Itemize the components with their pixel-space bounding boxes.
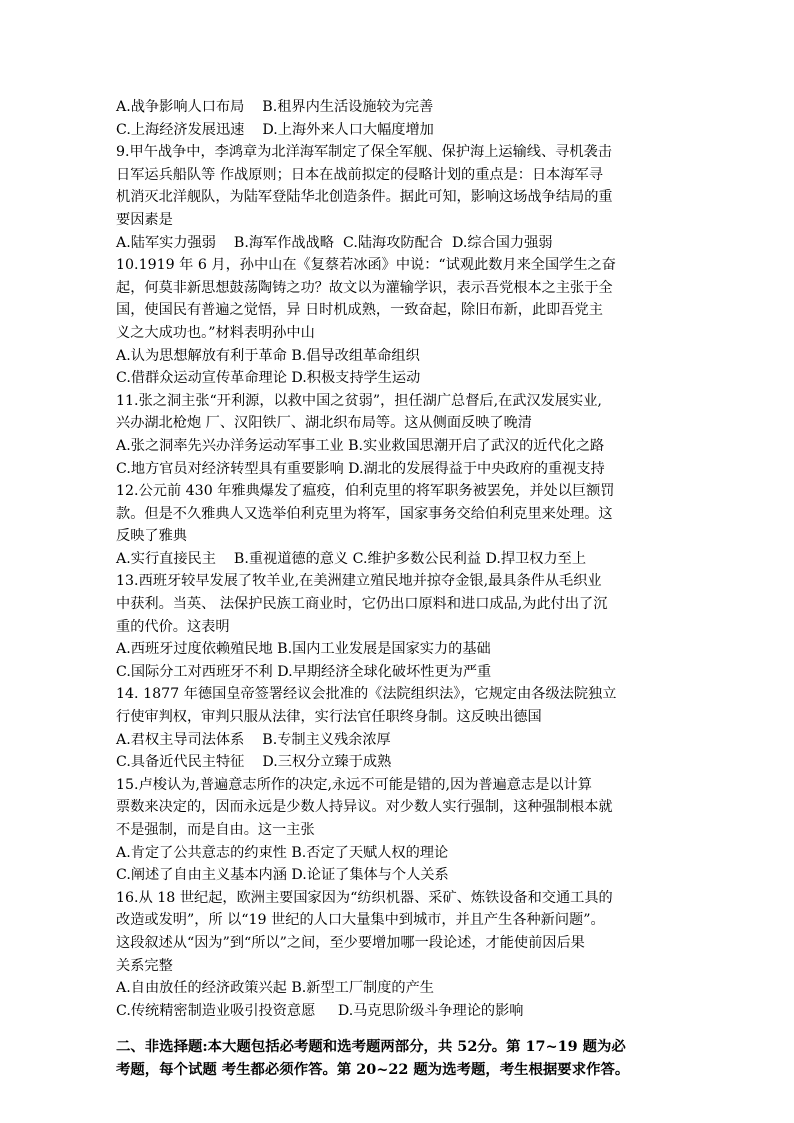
text-line: A.张之洞率先兴办洋务运动军事工业 B.实业救国思潮开启了武汉的近代化之路 [116, 437, 605, 454]
text-line: 起，何莫非新思想鼓荡陶铸之功？故文以为灌输学识，表示吾党根本之主张于全 [116, 279, 613, 296]
text-line: 反映了雅典 [116, 528, 187, 545]
text-line: 关系完整 [116, 957, 173, 974]
text-line: 机消灭北洋舰队，为陆军登陆华北创造条件。据此可知，影响这场战争结局的重 [116, 189, 613, 206]
text-line: 12.公元前 430 年雅典爆发了瘟疫，伯利克里的将军职务被罢免，并处以巨额罚 [116, 483, 615, 500]
text-line: 款。但是不久雅典人又选举伯利克里为将军，国家事务交给伯利克里来处理。这 [116, 505, 613, 522]
text-line: 日军运兵船队等 作战原则；日本在战前拟定的侵略计划的重点是：日本海军寻 [116, 166, 603, 183]
text-line: C.传统精密制造业吸引投资意愿 D.马克思阶级斗争理论的影响 [116, 1002, 524, 1019]
text-line: 11.张之洞主张“开利源，以救中国之贫弱”，担任湖广总督后,在武汉发展实业, [116, 392, 602, 409]
text-line: C.上海经济发展迅速 D.上海外来人口大幅度增加 [116, 121, 434, 138]
text-line: A.君权主导司法体系 B.专制主义残余浓厚 [116, 731, 391, 748]
text-line: A.认为思想解放有利于革命 B.倡导改组革命组织 [116, 347, 420, 364]
text-line: 国，使国民有普遍之觉悟，异 日时机成熟，一致奋起，除旧布新，此即吾党主 [116, 302, 603, 319]
text-line: 15.卢梭认为,普遍意志所作的决定,永远不可能是错的,因为普遍意志是以计算 [116, 776, 592, 793]
text-line: A.肯定了公共意志的约束性 B.否定了天赋人权的理论 [116, 844, 449, 861]
text-line: 不是强制，而是自由。这一主张 [116, 822, 315, 838]
text-line: 9.甲午战争中，李鸿章为北洋海军制定了保全军舰、保护海上运输线、寻机袭击 [116, 144, 612, 161]
section-heading: 考题，每个试题 考生都必须作答。第 20~22 题为选考题，考生根据要求作答。 [116, 1060, 630, 1078]
text-line: A.自由放任的经济政策兴起 B.新型工厂制度的产生 [116, 980, 434, 997]
text-line: C.具备近代民主特征 D.三权分立臻于成熟 [116, 754, 392, 771]
text-line: C.借群众运动宣传革命理论 D.积极支持学生运动 [116, 370, 421, 387]
section-gap [116, 1022, 686, 1036]
text-line: 10.1919 年 6 月，孙中山在《复蔡若冰函》中说：“试观此数月来全国学生之奋 [116, 257, 616, 274]
text-line: 改造或发明”，所 以“19 世纪的人口大量集中到城市，并且产生各种新问题”。 [116, 912, 605, 929]
text-line: 重的代价。这表明 [116, 618, 230, 635]
text-line: A.实行直接民主 B.重视道德的意义 C.维护多数公民利益 D.捍卫权力至上 [116, 550, 587, 567]
question-text [116, 96, 686, 1082]
text-line: 13.西班牙较早发展了牧羊业,在美洲建立殖民地并掠夺金银,最具条件从毛织业 [116, 573, 602, 590]
text-line: 兴办湖北枪炮 厂、汉阳铁厂、湖北织布局等。这从侧面反映了晚清 [116, 415, 532, 432]
text-line: 行使审判权，审判只服从法律，实行法官任职终身制。这反映出德国 [116, 709, 542, 726]
text-line: A.西班牙过度依赖殖民地 B.国内工业发展是国家实力的基础 [116, 641, 491, 658]
text-line: 票数来决定的，因而永远是少数人持异议。对少数人实行强制，这种强制根本就 [116, 799, 613, 816]
text-line: C.地方官员对经济转型具有重要影响 D.湖北的发展得益于中央政府的重视支持 [116, 460, 605, 477]
text-line: C.阐述了自由主义基本内涵 D.论证了集体与个人关系 [116, 867, 449, 884]
text-line: A.陆军实力强弱 B.海军作战战略 C.陆海攻防配合 D.综合国力强弱 [116, 234, 553, 251]
section-heading: 二、非选择题:本大题包括必考题和选考题两部分，共 52分。第 17~19 题为必 [116, 1038, 626, 1056]
text-line: 16.从 18 世纪起，欧洲主要国家因为“纺织机器、采矿、炼铁设备和交通工具的 [116, 889, 613, 906]
text-line: 中获利。当英、 法保护民族工商业时，它仍出口原料和进口成品,为此付出了沉 [116, 596, 608, 613]
text-line: C.国际分工对西班牙不利 D.早期经济全球化破坏性更为严重 [116, 663, 492, 680]
text-line: 要因素是 [116, 211, 173, 228]
text-line: 这段叙述从“因为”到“所以”之间，至少要增加哪一段论述，才能使前因后果 [116, 934, 585, 951]
text-line: 义之大成功也。”材料表明孙中山 [116, 324, 315, 341]
text-line: 14. 1877 年德国皇帝签署经议会批准的《法院组织法》，它规定由各级法院独立 [116, 686, 617, 703]
text-line: A.战争影响人口布局 B.租界内生活设施较为完善 [116, 99, 434, 115]
